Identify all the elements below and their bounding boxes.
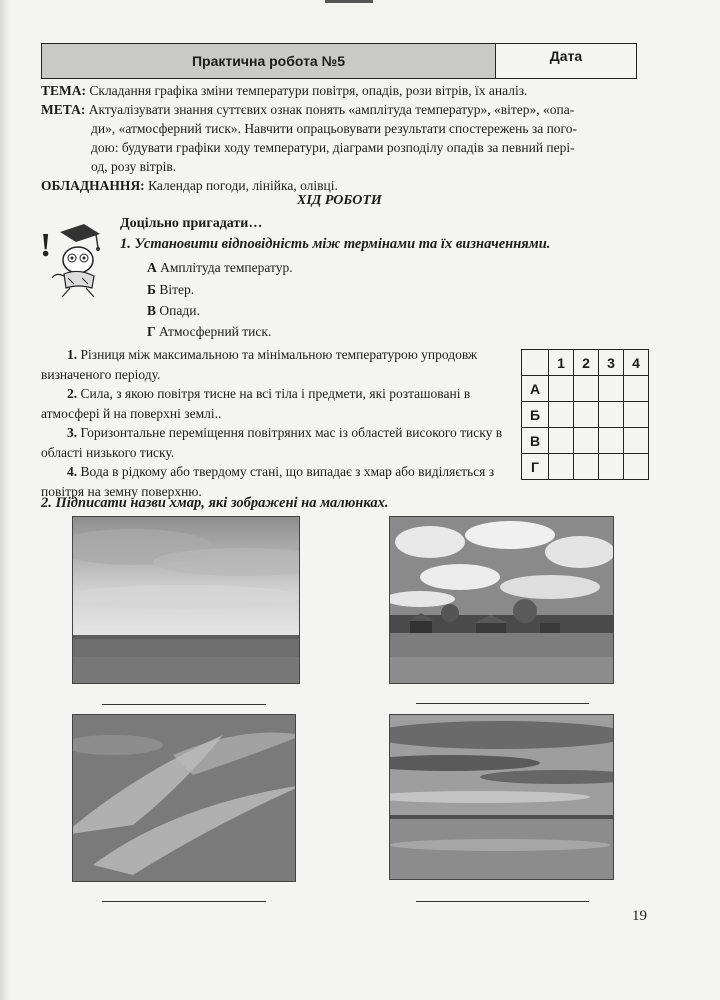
answer-cell[interactable] [549,428,574,454]
definition-item: 4. Вода в рідкому або твердому стані, що випадає з хмар або виділяється з повітря на земну поверхню. [41,464,495,499]
recall-title: Доцільно пригадати… [120,216,263,231]
topic-text: Складання графіка зміни температури повітря, опадів, рози вітрів, їх аналіз. [89,83,528,98]
table-row [522,402,649,428]
term-b: Б Вітер. [147,282,195,297]
term-g: Г Атмосферний тиск. [147,324,272,339]
answer-cell[interactable] [574,402,599,428]
row-header: Б [522,402,549,428]
term-v: В Опади. [147,303,200,318]
column-header: 1 [549,350,574,376]
row-header: А [522,376,549,402]
worksheet-title: Практична робота №5 [42,44,496,78]
table-row [522,376,649,402]
definitions-list [41,345,516,501]
answer-cell[interactable] [599,428,624,454]
goal-line-1 [41,100,574,119]
answer-line-3[interactable] [102,901,266,902]
matching-table [521,349,649,480]
goal-text-3: дою: будувати графіки ходу температури, діаграми розподілу опадів за певний пері- [91,140,575,155]
page-number: 19 [632,908,647,924]
answer-line-2[interactable] [416,703,589,704]
answer-cell[interactable] [624,454,649,480]
goal-text-1: Актуалізувати знання суттєвих ознак понять «амплітуда температур», «вітер», «опа- [88,102,575,117]
table-row [522,428,649,454]
table-header-row [522,350,649,376]
equipment-label: ОБЛАДНАННЯ: [41,178,145,193]
definition-item: 2. Сила, з якою повітря тисне на всі тіла і предмети, які розташовані в атмосфері й на поверхні землі.. [41,386,471,421]
answer-cell[interactable] [624,402,649,428]
definition-item: 1. Різниця між максимальною та мінімальною температурою упродовж визначеного періоду. [41,347,478,382]
cloud-photo-1 [72,516,300,684]
answer-line-4[interactable] [416,901,589,902]
answer-cell[interactable] [549,376,574,402]
row-header: В [522,428,549,454]
goal-text-4: од, розу вітрів. [91,159,177,174]
cloud-photo-4 [389,714,614,880]
cloud-photo-2 [389,516,614,684]
table-corner-cell [522,350,549,376]
column-header: 4 [624,350,649,376]
task-2-title: 2. Підписати назви хмар, які зображені на малюнках. [41,495,389,511]
answer-cell[interactable] [574,454,599,480]
topic-line [41,81,527,100]
svg-text:!: ! [40,227,52,264]
goal-text-2: ди», «атмосферний тиск». Навчити опрацьовувати результати спостережень за пого- [91,121,577,136]
answer-cell[interactable] [624,376,649,402]
topic-label: ТЕМА: [41,83,86,98]
term-a: А Амплітуда температур. [147,260,293,275]
professor-hint-icon [38,218,106,298]
answer-cell[interactable] [574,376,599,402]
goal-label: МЕТА: [41,102,86,117]
answer-cell[interactable] [599,376,624,402]
row-header: Г [522,454,549,480]
task-1-title: 1. Установити відповідність між термінами та їх визначеннями. [120,236,551,252]
header-table [41,43,637,79]
column-header: 2 [574,350,599,376]
cloud-photo-3 [72,714,296,882]
answer-line-1[interactable] [102,704,266,705]
answer-cell[interactable] [549,454,574,480]
page-shadow [0,0,10,1000]
answer-cell[interactable] [574,428,599,454]
column-header: 3 [599,350,624,376]
answer-cell[interactable] [599,454,624,480]
top-mark [325,0,373,3]
date-field[interactable]: Дата [549,48,583,64]
answer-cell[interactable] [624,428,649,454]
equipment-text: Календар погоди, лінійка, олівці. [148,178,338,193]
progress-title: ХІД РОБОТИ [297,193,382,208]
answer-cell[interactable] [549,402,574,428]
table-row [522,454,649,480]
definition-item: 3. Горизонтальне переміщення повітряних мас із областей високого тиску в області низького тиску. [41,425,503,460]
equipment-line [41,176,338,195]
answer-cell[interactable] [599,402,624,428]
